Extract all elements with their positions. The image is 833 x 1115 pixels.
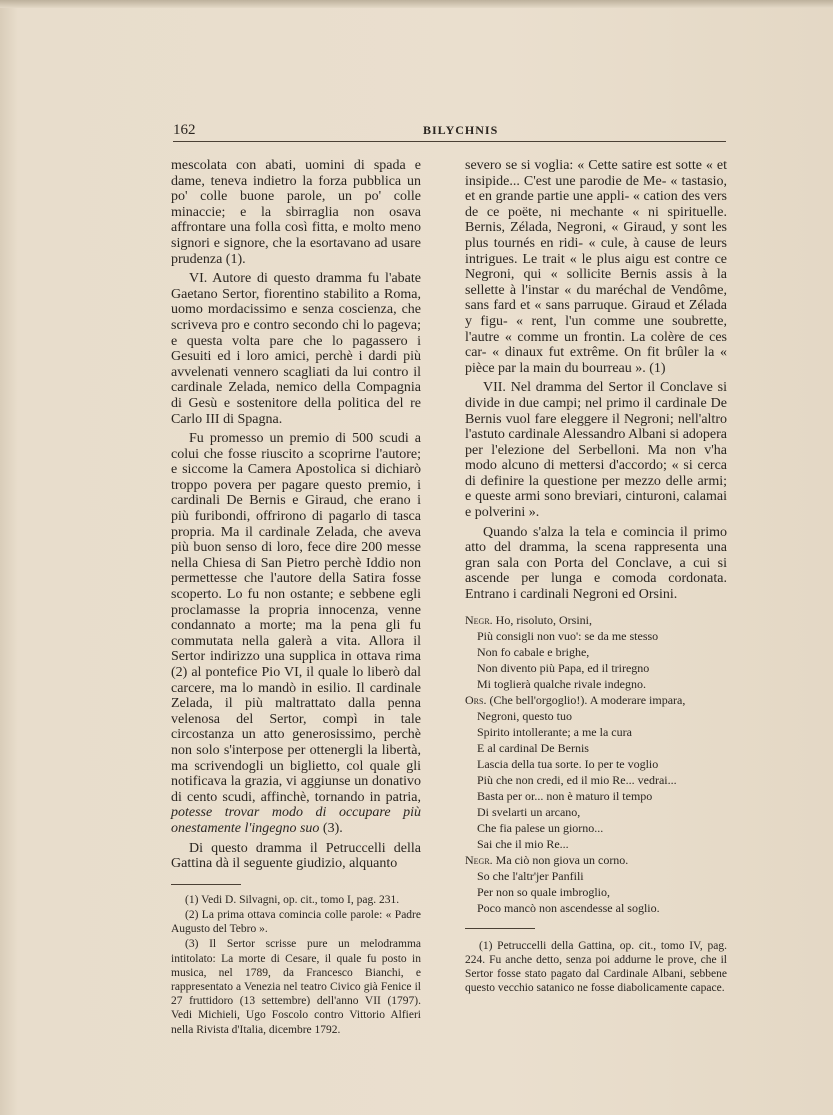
paragraph: VI. Autore di questo dramma fu l'abate Gaetano Sertor, fiorentino stabilito a Roma, uomo mordacissimo e senza coscienza, che scriveva pro e contro secondo chi lo pageva; e questa volta pare che lo pagassero i Gesuiti ed i loro amici, perchè i dardi più avvelenati vennero scagliati da lui contro il cardinale Zelada, nemico della Compagnia di Gesù e sostenitore della politica del re Carlo III di Spagna.	[171, 271, 421, 427]
verse-line: So che l'altr'jer Panfili	[477, 868, 584, 883]
page-header	[173, 122, 726, 142]
verse-line: Più che non credi, ed il mio Re... vedrai...	[477, 772, 677, 787]
verse-line: Non fo cabale e brighe,	[477, 644, 590, 659]
footnote: (2) La prima ottava comincia colle parole: « Padre Augusto del Tebro ».	[171, 908, 421, 936]
page-top-edge	[0, 0, 833, 8]
verse-text: Ho, risoluto, Orsini,	[495, 612, 593, 627]
speaker: Negr.	[465, 852, 493, 867]
header-rule	[173, 141, 726, 142]
paragraph-text: Fu promesso un premio di 500 scudi a colui che fosse riuscito a scoprirne l'autore; e siccome la Camera Apostolica si dichiarò troppo povera per pagare questo premio, i cardinali De Bernis e Giraud, che erano i più furibondi, offrirono di pagarlo di tasca propria. Ma il cardinale Zelada, che aveva più buon senso di loro, fece dire 200 messe nella Chiesa di San Pietro perchè Iddio non permettesse che l'autore della Satira fosse scoperto. Lo fu non ostante; e sebbene egli proclamasse la propria innocenza, venne condannato a morte; ma la pena gli fu commutata nella galerà a vita. Allora il Sertor indirizzo una supplica in ottava rima (2) al pontefice Pio VI, il quale lo liberò dal carcere, ma lo mandò in esilio. Il cardinale Zelada, il più maltrattato dalla penna velenosa del Sertor, compì in tale circostanza un atto generosissimo, perchè non solo s'interpose per ottenergli la libertà, ma scrivendogli un biglietto, col quale gli notificava la grazia, vi aggiunse un donativo di cento scudi, affinchè, tornando in patria,	[171, 431, 421, 805]
verse-line: E al cardinal De Bernis	[477, 740, 589, 755]
speaker: Ors.	[465, 692, 487, 707]
footnote-rule	[465, 928, 535, 929]
verse-block	[465, 612, 727, 916]
verse-line: Per non so quale imbroglio,	[477, 884, 610, 899]
verse-text: Ma ciò non giova un corno.	[495, 852, 629, 867]
verse-line: Mi toglierà qualche rivale indegno.	[477, 676, 646, 691]
footnote: (3) Il Sertor scrisse pure un melodramma intitolato: La morte di Cesare, il quale fu posto in musica, nel 1789, da Francesco Bianchi, e rappresentato a Venezia nel teatro Civico già Fenice il 27 fruttidoro (13 settembre) dell'anno VII (1797). Vedi Michieli, Ugo Foscolo contro Vittorio Alfieri nella Rivista d'Italia, dicembre 1792.	[171, 938, 421, 1036]
footnote-ref: (3).	[322, 820, 343, 836]
paragraph: severo se si voglia: « Cette satire est sotte « et insipide... C'est une parodie de Me- « tastasio, et en grande partie une appli- « cation des vers de ce poëte, ni mechante « ni spirituelle. Bernis, Zélada, Negroni, « Giraud, y sont les plus tournés en ridi- « cule, à cause de leurs intrigues. Le trait « le plus aigu est contre ce Negroni, qui « sollicite Bernis assis à la sellette à l'instar « du maréchal de Vendôme, sans fard et « sans parruque. Giraud et Zélada y figu- « rent, l'un comme une soubrette, l'autre « comme un frontin. La colère de ces car- « dinaux fut extrême. On fit brûler la « pièce par la main du bourreau ». (1)	[465, 158, 727, 376]
verse-line	[465, 852, 727, 868]
verse-line	[465, 612, 727, 628]
paragraph: Quando s'alza la tela e comincia il primo atto del dramma, la scena rappresenta una gran sala con Porta del Conclave, a cui si ascende per lunga e comoda cordonata. Entrano i cardinali Negroni ed Orsini.	[465, 524, 727, 603]
verse-line: Negroni, questo tuo	[477, 708, 572, 723]
footnote-rule	[171, 884, 241, 885]
verse-text: (Che bell'orgoglio!). A moderare impara,	[489, 692, 686, 707]
left-column	[171, 158, 421, 1038]
verse-line: Di svelarti un arcano,	[477, 804, 581, 819]
verse-line: Non divento più Papa, ed il triregno	[477, 660, 650, 675]
verse-line: Sai che il mio Re...	[477, 836, 569, 851]
paragraph	[171, 431, 421, 836]
paragraph: mescolata con abati, uomini di spada e dame, teneva indietro la forza pubblica un po' colle buone parole, un po' colle minaccie; e la sbirraglia non osava affrontare una folla così fitta, e molto meno signori e signore, che la esortavano ad usare prudenza (1).	[171, 158, 421, 267]
verse-line: Lascia della tua sorte. Io per te voglio	[477, 756, 659, 771]
italic-phrase: potesse trovar modo di occupare più onestamente l'ingegno suo	[171, 805, 421, 836]
verse-line	[465, 692, 727, 708]
paragraph: VII. Nel dramma del Sertor il Conclave si divide in due campi; nel primo il cardinale De Bernis vuol fare eleggere il Negroni; nell'altro l'astuto cardinale Alessandro Albani si adopera per l'elezione del Serbelloni. Ma non v'ha modo alcuno di mettersi d'accordo; « si cerca di definire la questione per mezzo delle armi; e queste armi sono breviari, cinturoni, calamai e polverini ».	[465, 380, 727, 521]
verse-line: Più consigli non vuo': se da me stesso	[477, 628, 659, 643]
paragraph: Di questo dramma il Petruccelli della Gattina dà il seguente giudizio, alquanto	[171, 840, 421, 872]
footnote: (1) Vedi D. Silvagni, op. cit., tomo I, pag. 231.	[185, 893, 400, 906]
speaker: Negr.	[465, 612, 493, 627]
verse-line: Che fia palese un giorno...	[477, 820, 604, 835]
footnote: (1) Petruccelli della Gattina, op. cit., tomo IV, pag. 224. Fu anche detto, senza poi addurne le prove, che il Sertor fosse stato pagato dal Cardinale Albani, sebbene questo vecchio satanico ne fosse diabolicamente capace.	[465, 939, 727, 995]
verse-line: Basta per or... non è maturo il tempo	[477, 788, 653, 803]
right-column	[465, 158, 727, 996]
running-title: BILYCHNIS	[423, 123, 499, 137]
verse-line: Poco mancò non ascendesse al soglio.	[477, 900, 660, 915]
verse-line: Spirito intollerante; a me la cura	[477, 724, 632, 739]
page-number: 162	[173, 122, 196, 138]
